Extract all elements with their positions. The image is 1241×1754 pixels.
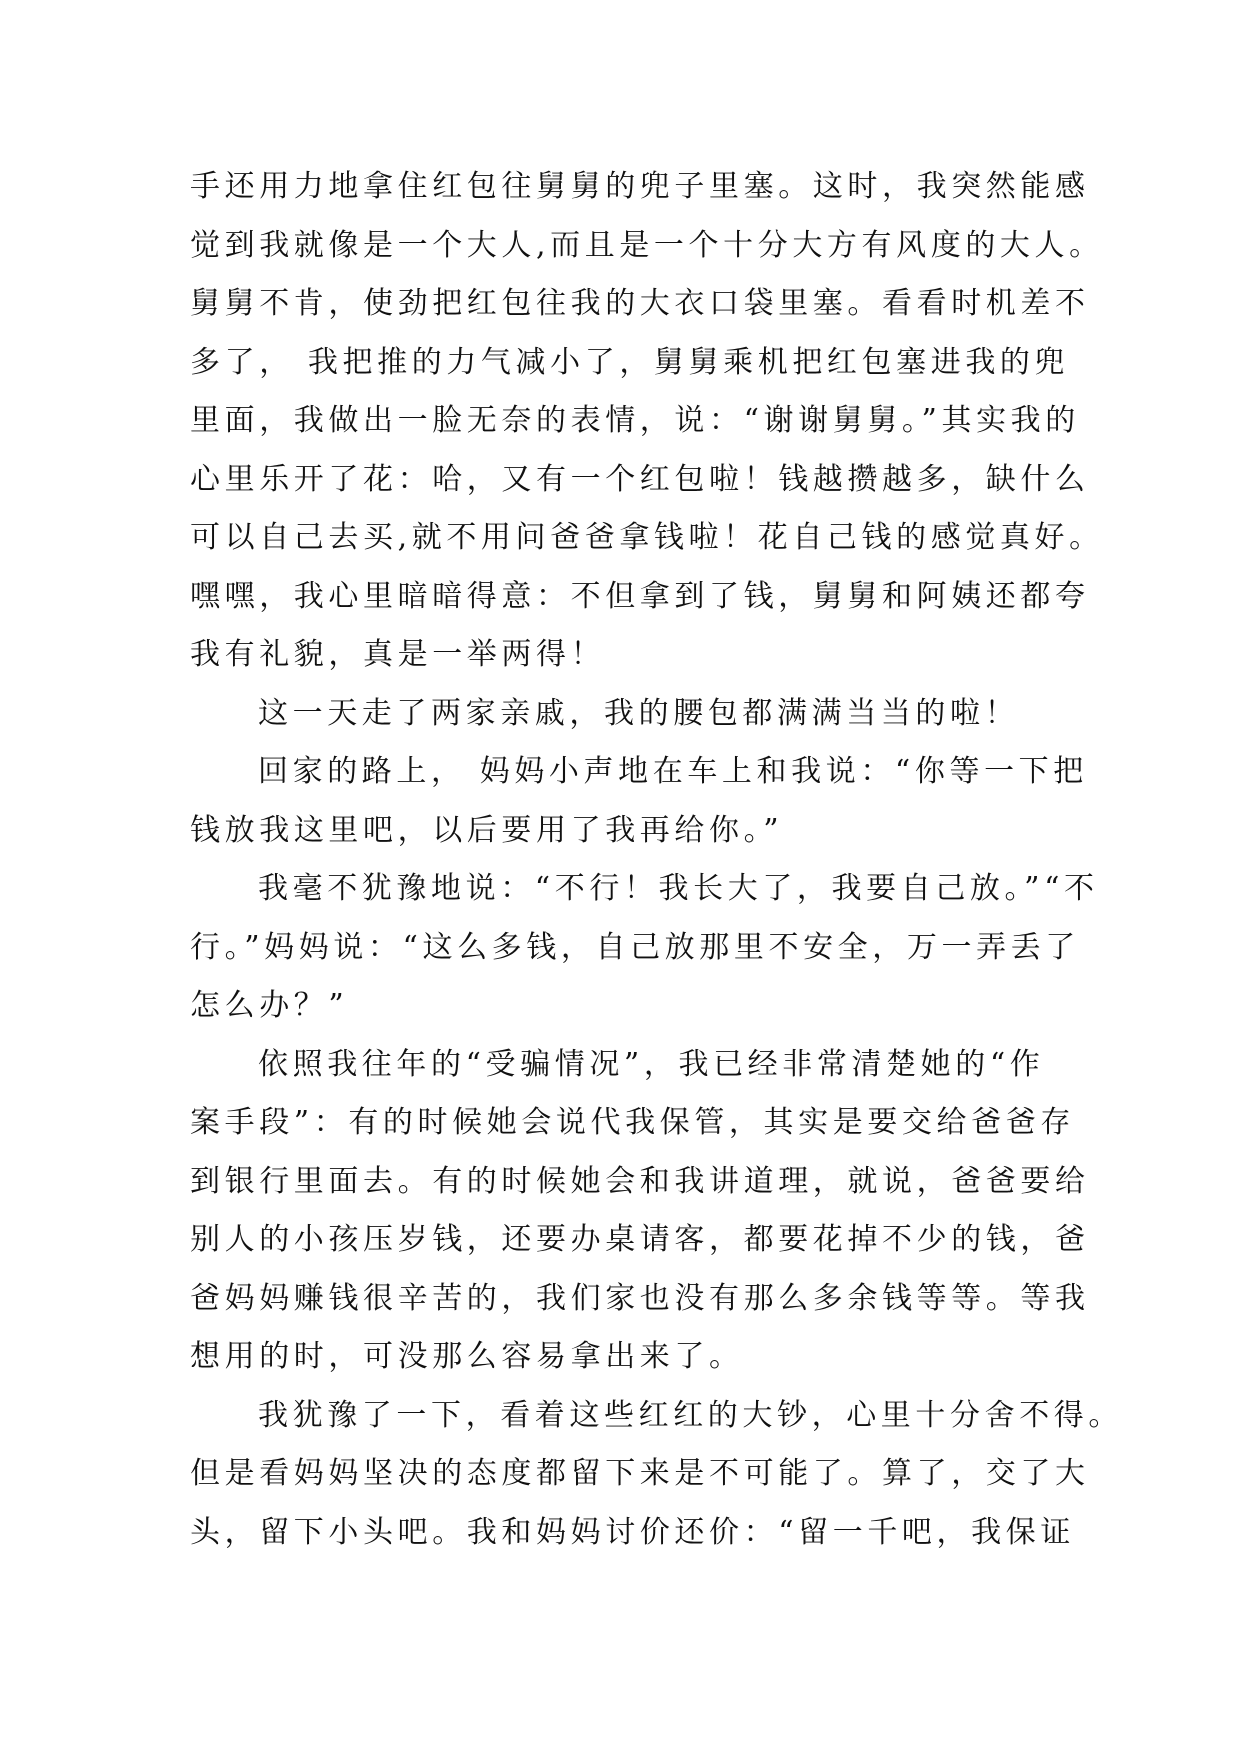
- text-line: 里面，我做出一脸无奈的表情，说：“谢谢舅舅。”其实我的: [190, 403, 1080, 438]
- text-line: 头，留下小头吧。我和妈妈讨价还价：“留一千吧，我保证: [190, 1514, 1075, 1550]
- text-line: 多了， 我把推的力气减小了，舅舅乘机把红包塞进我的兜: [190, 344, 1070, 380]
- body-text: [190, 158, 1123, 1562]
- text-line: 别人的小孩压岁钱，还要办桌请客，都要花掉不少的钱，爸: [190, 1222, 1090, 1257]
- text-line: 想用的时，可没那么容易拿出来了。: [190, 1339, 744, 1374]
- text-line: 觉到我就像是一个大人,而且是一个十分大方有风度的大人。: [190, 227, 1104, 263]
- text-line: 舅舅不肯，使劲把红包往我的大衣口袋里塞。看看时机差不: [190, 286, 1090, 321]
- text-line: 怎么办？”: [190, 988, 349, 1023]
- text-line: 我有礼貌，真是一举两得！: [190, 637, 606, 672]
- text-line: 手还用力地拿住红包往舅舅的兜子里塞。这时，我突然能感: [190, 169, 1090, 204]
- text-line: 但是看妈妈坚决的态度都留下来是不可能了。算了，交了大: [190, 1456, 1090, 1491]
- text-line: 心里乐开了花：哈，又有一个红包啦！钱越攒越多，缺什么: [190, 461, 1090, 497]
- text-line: 我毫不犹豫地说：“不行！我长大了，我要自己放。”“不: [258, 871, 1099, 906]
- text-line: 爸妈妈赚钱很辛苦的，我们家也没有那么多余钱等等。等我: [190, 1280, 1090, 1316]
- text-line: 回家的路上， 妈妈小声地在车上和我说：“你等一下把: [258, 754, 1088, 789]
- text-line: 这一天走了两家亲戚，我的腰包都满满当当的啦！: [258, 695, 1020, 731]
- text-line: 可以自己去买,就不用问爸爸拿钱啦！花自己钱的感觉真好。: [190, 520, 1104, 555]
- text-line: 钱放我这里吧，以后要用了我再给你。”: [190, 812, 784, 848]
- text-line: 我犹豫了一下，看着这些红红的大钞，心里十分舍不得。: [258, 1397, 1123, 1433]
- text-line: 到银行里面去。有的时候她会和我讲道理，就说，爸爸要给: [190, 1163, 1090, 1199]
- text-line: 嘿嘿，我心里暗暗得意：不但拿到了钱，舅舅和阿姨还都夸: [190, 578, 1090, 614]
- text-line: 行。”妈妈说：“这么多钱，自己放那里不安全，万一弄丢了: [190, 929, 1080, 965]
- text-line: 案手段”：有的时候她会说代我保管，其实是要交给爸爸存: [190, 1105, 1075, 1140]
- text-line: 依照我往年的“受骗情况”，我已经非常清楚她的“作: [258, 1046, 1045, 1082]
